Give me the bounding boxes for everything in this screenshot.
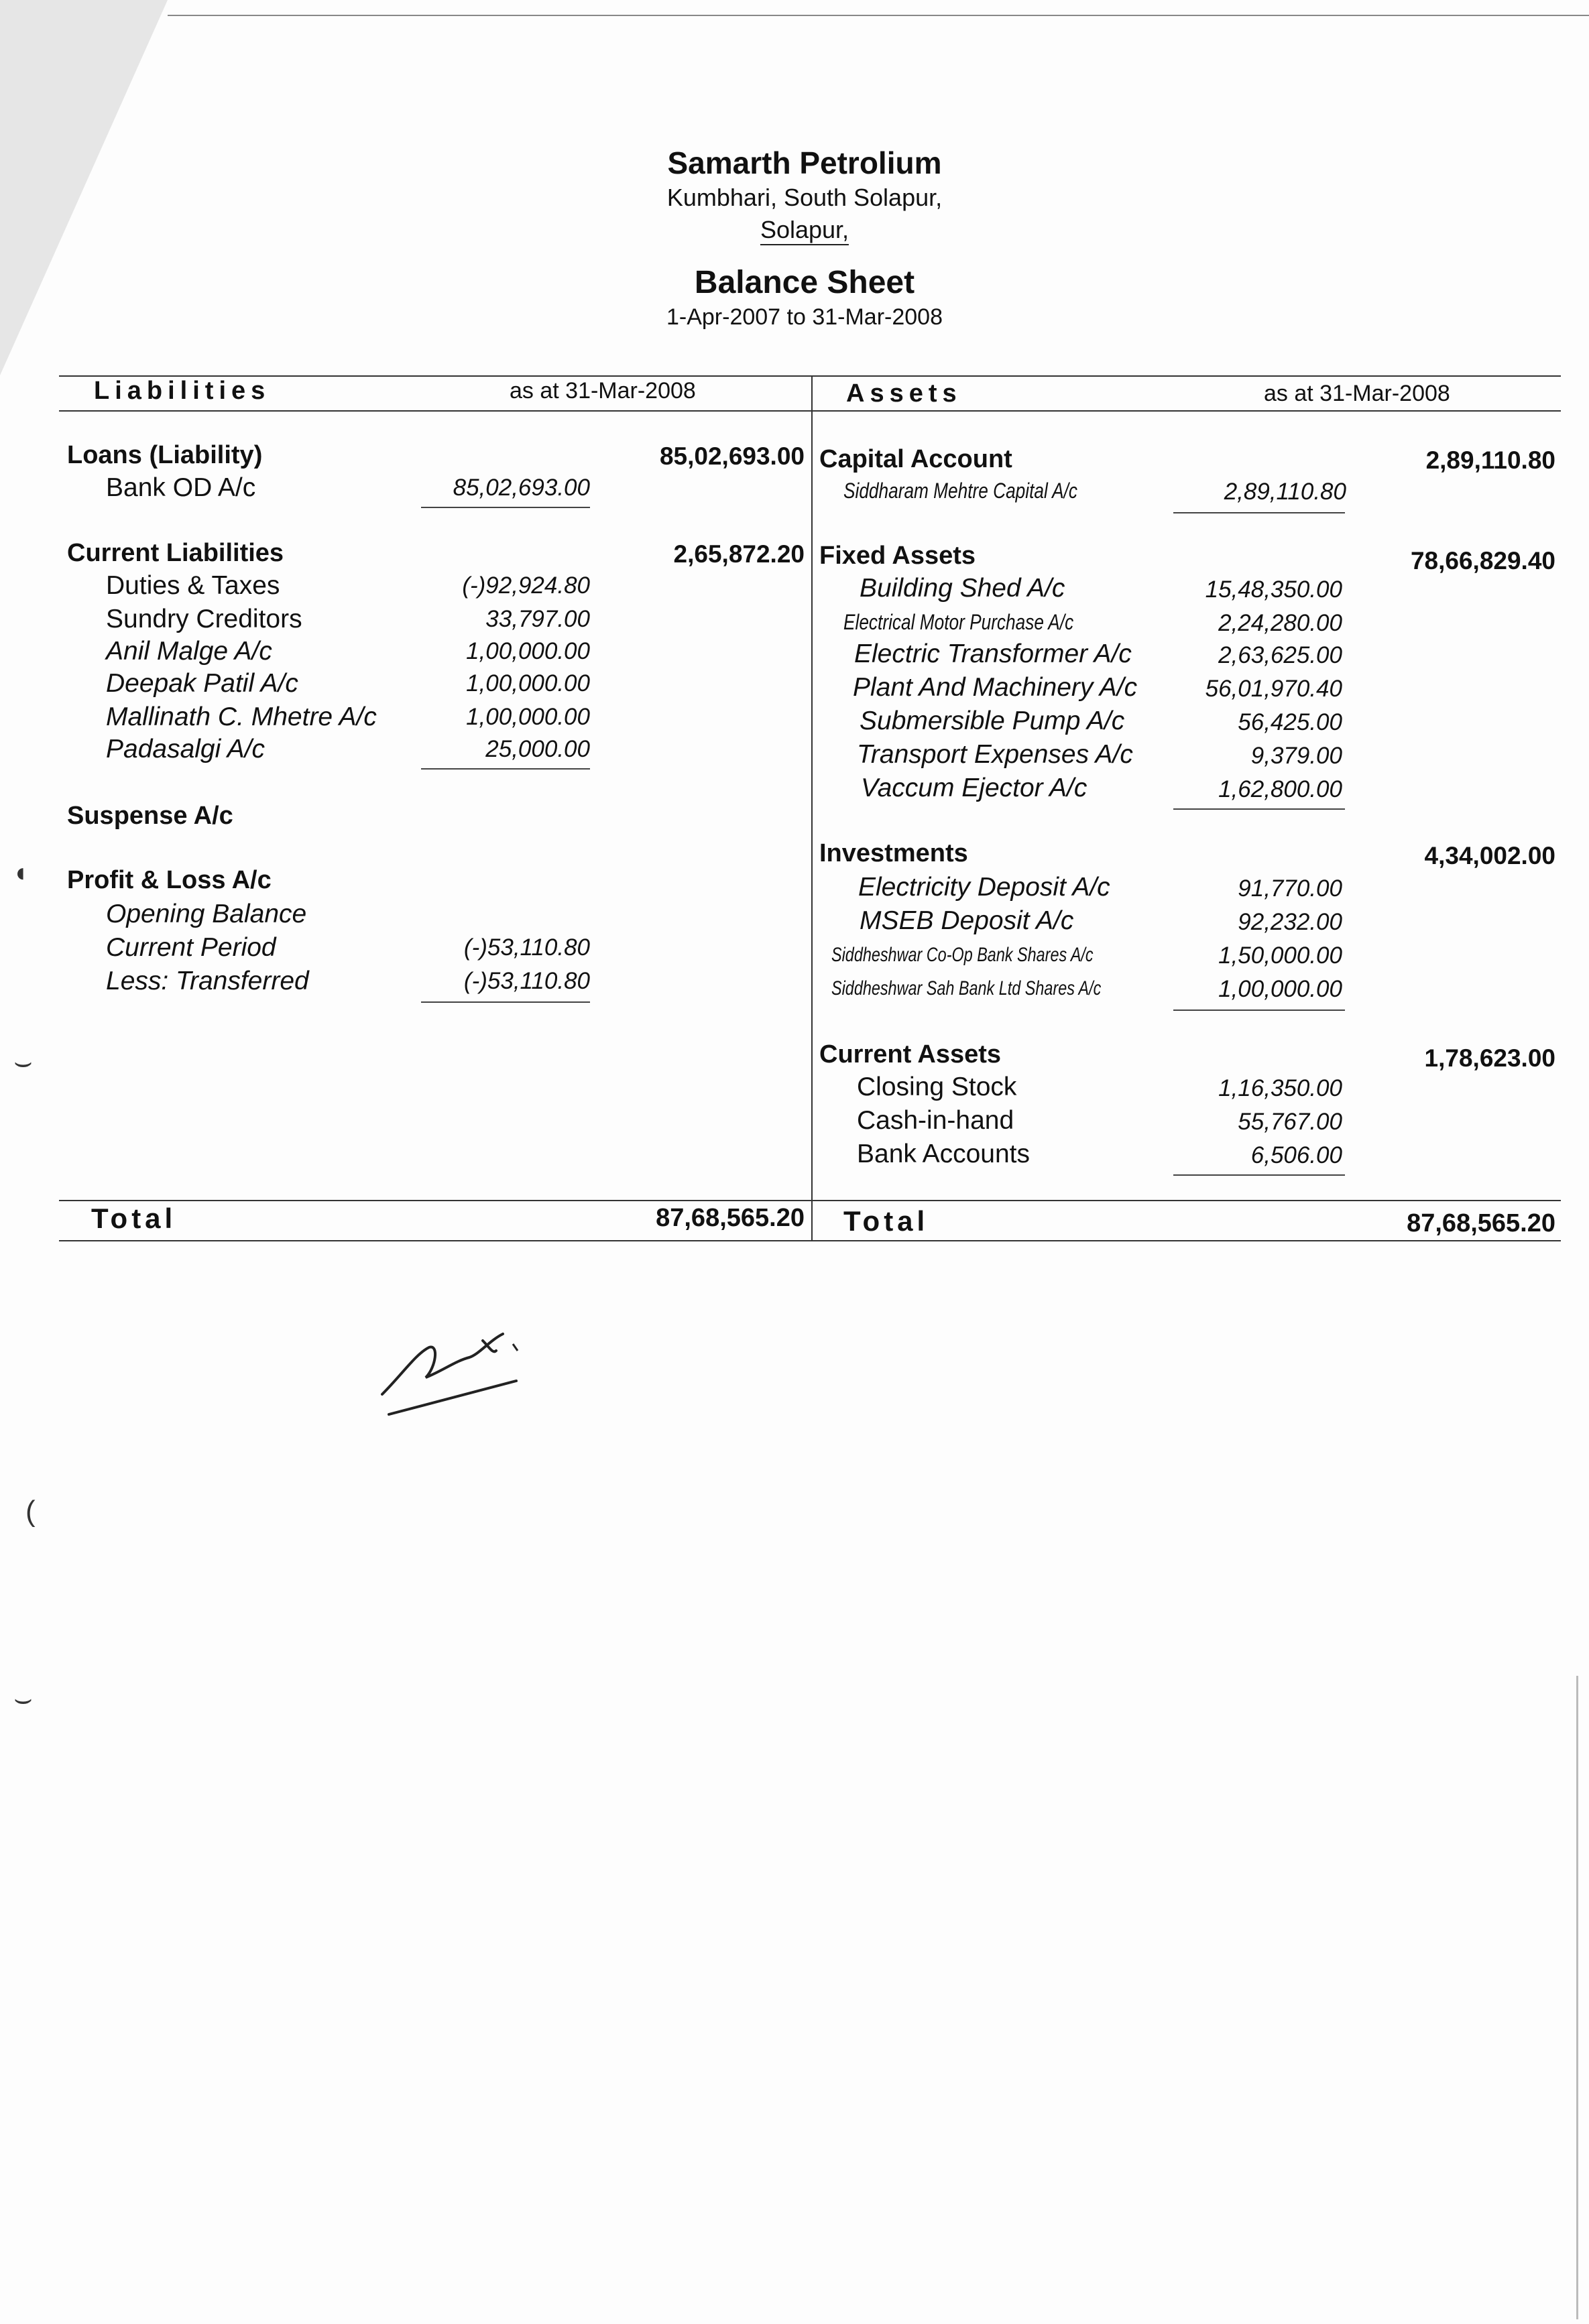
liabilities-total-label: Total	[91, 1203, 177, 1234]
liabilities-grand-total: 87,68,565.20	[656, 1204, 805, 1232]
subtotal-rule	[1173, 1174, 1345, 1176]
item-cash-in-hand: Cash-in-hand	[857, 1106, 1014, 1135]
item-sundry-creditors: Sundry Creditors	[106, 605, 302, 633]
item-vaccum-ejector: Vaccum Ejector A/c	[861, 774, 1087, 802]
value-electrical-motor: 2,24,280.00	[1218, 610, 1342, 636]
table-total-top-rule	[59, 1200, 1561, 1201]
group-total-fixed-assets: 78,66,829.40	[1410, 547, 1555, 574]
group-suspense: Suspense A/c	[67, 802, 233, 830]
value-bank-accounts: 6,506.00	[1250, 1142, 1342, 1168]
value-sundry-creditors: 33,797.00	[485, 606, 590, 632]
group-investments: Investments	[819, 839, 968, 867]
item-siddharam-capital: Siddharam Mehtre Capital A/c	[843, 479, 1078, 503]
table-center-divider	[811, 375, 813, 1240]
value-cash-in-hand: 55,767.00	[1238, 1109, 1342, 1135]
group-fixed-assets: Fixed Assets	[819, 542, 976, 570]
item-mallinath-mhetre: Mallinath C. Mhetre A/c	[106, 702, 377, 731]
value-electricity-deposit: 91,770.00	[1238, 875, 1342, 902]
group-total-loans: 85,02,693.00	[659, 442, 805, 470]
value-current-period: (-)53,110.80	[463, 934, 590, 961]
item-electric-transformer: Electric Transformer A/c	[854, 639, 1132, 668]
value-padasalgi: 25,000.00	[485, 736, 590, 762]
page-right-edge	[1576, 1676, 1578, 2319]
value-siddheshwar-sah-shares: 1,00,000.00	[1218, 976, 1342, 1002]
value-duties-taxes: (-)92,924.80	[462, 572, 590, 599]
liabilities-heading: Liabilities	[94, 377, 271, 405]
assets-date-heading: as at 31-Mar-2008	[1264, 381, 1450, 406]
value-plant-machinery: 56,01,970.40	[1205, 676, 1342, 702]
table-total-bottom-rule	[59, 1240, 1561, 1241]
item-bank-accounts: Bank Accounts	[857, 1140, 1030, 1168]
item-siddheshwar-sah-shares: Siddheshwar Sah Bank Ltd Shares A/c	[831, 977, 1102, 999]
item-padasalgi: Padasalgi A/c	[106, 735, 266, 763]
group-capital-account: Capital Account	[819, 445, 1012, 473]
punch-hole-mark: ◖	[12, 858, 29, 888]
group-total-current-assets: 1,78,623.00	[1424, 1044, 1555, 1072]
item-plant-machinery: Plant And Machinery A/c	[853, 673, 1138, 702]
value-closing-stock: 1,16,350.00	[1218, 1075, 1342, 1101]
subtotal-rule	[1173, 512, 1345, 513]
value-anil-malge: 1,00,000.00	[466, 638, 590, 664]
group-current-assets: Current Assets	[819, 1040, 1002, 1068]
group-profit-loss: Profit & Loss A/c	[67, 866, 272, 894]
item-electrical-motor: Electrical Motor Purchase A/c	[843, 610, 1074, 634]
subtotal-rule	[1173, 808, 1345, 810]
value-vaccum-ejector: 1,62,800.00	[1218, 776, 1342, 802]
item-building-shed: Building Shed A/c	[860, 574, 1065, 603]
address-line-2: Solapur,	[760, 216, 849, 245]
scan-mark: (	[25, 1495, 36, 1528]
table-top-rule	[59, 375, 1561, 377]
item-anil-malge: Anil Malge A/c	[106, 637, 272, 666]
value-building-shed: 15,48,350.00	[1205, 576, 1342, 603]
subtotal-rule	[421, 768, 590, 770]
item-deepak-patil: Deepak Patil A/c	[106, 669, 298, 698]
group-current-liabilities: Current Liabilities	[67, 539, 284, 567]
subtotal-rule	[1173, 1010, 1345, 1011]
value-mallinath-mhetre: 1,00,000.00	[466, 704, 590, 730]
page-top-edge	[168, 15, 1589, 16]
item-opening-balance: Opening Balance	[106, 900, 307, 928]
assets-total-label: Total	[843, 1205, 929, 1237]
value-bank-od: 85,02,693.00	[453, 475, 590, 501]
signature	[362, 1314, 536, 1428]
item-current-period: Current Period	[106, 933, 276, 962]
table-header-rule	[59, 410, 1561, 412]
value-submersible-pump: 56,425.00	[1238, 709, 1342, 735]
value-electric-transformer: 2,63,625.00	[1218, 642, 1342, 668]
item-mseb-deposit: MSEB Deposit A/c	[860, 906, 1074, 935]
item-closing-stock: Closing Stock	[857, 1073, 1017, 1101]
value-siddheshwar-coop-shares: 1,50,000.00	[1218, 942, 1342, 969]
assets-heading: Assets	[846, 379, 962, 408]
address-line-1: Kumbhari, South Solapur,	[666, 184, 943, 211]
company-name: Samarth Petrolium	[667, 145, 942, 180]
item-electricity-deposit: Electricity Deposit A/c	[858, 873, 1110, 902]
page-fold-shadow	[0, 0, 168, 375]
value-deepak-patil: 1,00,000.00	[466, 670, 590, 696]
report-title: Balance Sheet	[694, 265, 915, 300]
value-siddharam-capital: 2,89,110.80	[1224, 479, 1346, 505]
assets-grand-total: 87,68,565.20	[1407, 1209, 1555, 1237]
item-siddheshwar-coop-shares: Siddheshwar Co-Op Bank Shares A/c	[831, 944, 1094, 966]
subtotal-rule	[421, 1001, 590, 1003]
report-period: 1-Apr-2007 to 31-Mar-2008	[666, 304, 943, 330]
scan-mark: ⌣	[13, 1046, 33, 1079]
scan-mark: ⌣	[13, 1683, 33, 1715]
value-mseb-deposit: 92,232.00	[1238, 909, 1342, 935]
item-less-transferred: Less: Transferred	[106, 967, 309, 995]
item-transport-expenses: Transport Expenses A/c	[857, 740, 1133, 769]
value-transport-expenses: 9,379.00	[1250, 743, 1342, 769]
group-total-investments: 4,34,002.00	[1424, 842, 1555, 869]
group-total-current-liabilities: 2,65,872.20	[673, 540, 805, 568]
item-duties-taxes: Duties & Taxes	[106, 571, 280, 600]
value-less-transferred: (-)53,110.80	[463, 968, 590, 994]
subtotal-rule	[421, 507, 590, 508]
item-bank-od: Bank OD A/c	[106, 473, 256, 502]
item-submersible-pump: Submersible Pump A/c	[860, 707, 1125, 735]
group-total-capital: 2,89,110.80	[1425, 446, 1555, 474]
liabilities-date-heading: as at 31-Mar-2008	[510, 378, 696, 404]
group-loans-liability: Loans (Liability)	[67, 441, 263, 469]
